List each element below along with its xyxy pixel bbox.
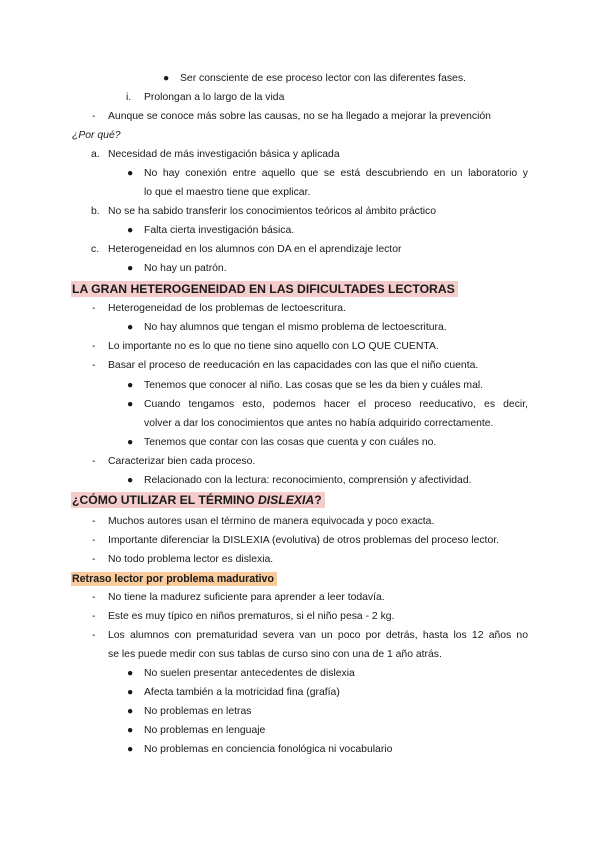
- subheading-retraso-lector: Retraso lector por problema madurativo: [71, 572, 277, 586]
- bullet-marker: ●: [127, 437, 134, 448]
- list-item: Caracterizar bien cada proceso.: [108, 456, 256, 467]
- list-item: Basar el proceso de reeducación en las capacidades con las que el niño cuenta.: [108, 360, 479, 371]
- bullet-marker: ●: [127, 475, 134, 486]
- list-item-continuation: se les puede medir con sus tablas de curso sino con una de 1 año atrás.: [108, 649, 442, 660]
- bullet-marker: ●: [127, 225, 134, 236]
- list-item: Aunque se conoce más sobre las causas, no se ha llegado a mejorar la prevención: [108, 111, 491, 122]
- list-item: No hay alumnos que tengan el mismo problema de lectoescritura.: [144, 322, 447, 333]
- bullet-marker: ●: [127, 687, 134, 698]
- list-item: No todo problema lector es dislexia.: [108, 554, 274, 565]
- dash-marker: -: [92, 611, 96, 622]
- bullet-marker: ●: [127, 380, 134, 391]
- dash-marker: -: [92, 360, 96, 371]
- dash-marker: -: [92, 456, 96, 467]
- dash-marker: -: [92, 111, 96, 122]
- roman-marker: i.: [126, 92, 132, 103]
- heading-suffix: ?: [314, 493, 322, 507]
- heading-italic-term: DISLEXIA: [257, 493, 315, 507]
- list-item: Heterogeneidad en los alumnos con DA en el aprendizaje lector: [108, 244, 402, 255]
- bullet-marker: ●: [127, 744, 134, 755]
- question-label: ¿Por qué?: [72, 130, 121, 141]
- list-item: Afecta también a la motricidad fina (grafía): [144, 687, 340, 698]
- list-item: No problemas en conciencia fonológica ni vocabulario: [144, 744, 393, 755]
- dash-marker: -: [92, 554, 96, 565]
- list-item: Tenemos que contar con las cosas que cuenta y con cuáles no.: [144, 437, 437, 448]
- list-item: Los alumnos con prematuridad severa van un poco por detrás, hasta los 12 años no: [108, 630, 528, 641]
- list-item: Ser consciente de ese proceso lector con las diferentes fases.: [180, 73, 466, 84]
- list-item: Lo importante no es lo que no tiene sino aquello con LO QUE CUENTA.: [108, 341, 439, 352]
- list-item: Prolongan a lo largo de la vida: [144, 92, 285, 103]
- section-heading-dislexia: [71, 492, 325, 508]
- bullet-marker: ●: [127, 263, 134, 274]
- bullet-marker: ●: [127, 399, 134, 410]
- bullet-marker: ●: [127, 725, 134, 736]
- list-item-continuation: volver a dar los conocimientos que antes no había adquirido correctamente.: [144, 418, 494, 429]
- alpha-marker: a.: [91, 149, 100, 160]
- heading-text: ¿CÓMO UTILIZAR EL TÉRMINO: [72, 493, 258, 507]
- list-item: Este es muy típico en niños prematuros, si el niño pesa - 2 kg.: [108, 611, 395, 622]
- bullet-marker: ●: [127, 168, 134, 179]
- alpha-marker: b.: [91, 206, 100, 217]
- list-item: Muchos autores usan el término de manera equivocada y poco exacta.: [108, 516, 435, 527]
- dash-marker: -: [92, 592, 96, 603]
- bullet-marker: ●: [127, 322, 134, 333]
- alpha-marker: c.: [91, 244, 100, 255]
- section-heading-heterogeneidad: LA GRAN HETEROGENEIDAD EN LAS DIFICULTADES LECTORAS: [71, 281, 458, 297]
- list-item-continuation: lo que el maestro tiene que explicar.: [144, 187, 311, 198]
- list-item: No hay un patrón.: [144, 263, 227, 274]
- list-item: No hay conexión entre aquello que se está descubriendo en un laboratorio y: [144, 168, 528, 179]
- list-item: Importante diferenciar la DISLEXIA (evolutiva) de otros problemas del proceso lector.: [108, 535, 499, 546]
- list-item: Tenemos que conocer al niño. Las cosas que se les da bien y cuáles mal.: [144, 380, 484, 391]
- list-item: Necesidad de más investigación básica y aplicada: [108, 149, 340, 160]
- dash-marker: -: [92, 303, 96, 314]
- list-item: No problemas en lenguaje: [144, 725, 266, 736]
- dash-marker: -: [92, 516, 96, 527]
- list-item: No se ha sabido transferir los conocimientos teóricos al ámbito práctico: [108, 206, 437, 217]
- bullet-marker: ●: [127, 706, 134, 717]
- dash-marker: -: [92, 535, 96, 546]
- list-item: Falta cierta investigación básica.: [144, 225, 295, 236]
- list-item: No problemas en letras: [144, 706, 252, 717]
- list-item: No suelen presentar antecedentes de dislexia: [144, 668, 355, 679]
- dash-marker: -: [92, 341, 96, 352]
- list-item: No tiene la madurez suficiente para aprender a leer todavía.: [108, 592, 385, 603]
- bullet-marker: ●: [127, 668, 134, 679]
- dash-marker: -: [92, 630, 96, 641]
- list-item: Cuando tengamos esto, podemos hacer el proceso reeducativo, es decir,: [144, 399, 528, 410]
- bullet-marker: ●: [163, 73, 170, 84]
- list-item: Relacionado con la lectura: reconocimiento, comprensión y afectividad.: [144, 475, 472, 486]
- list-item: Heterogeneidad de los problemas de lectoescritura.: [108, 303, 346, 314]
